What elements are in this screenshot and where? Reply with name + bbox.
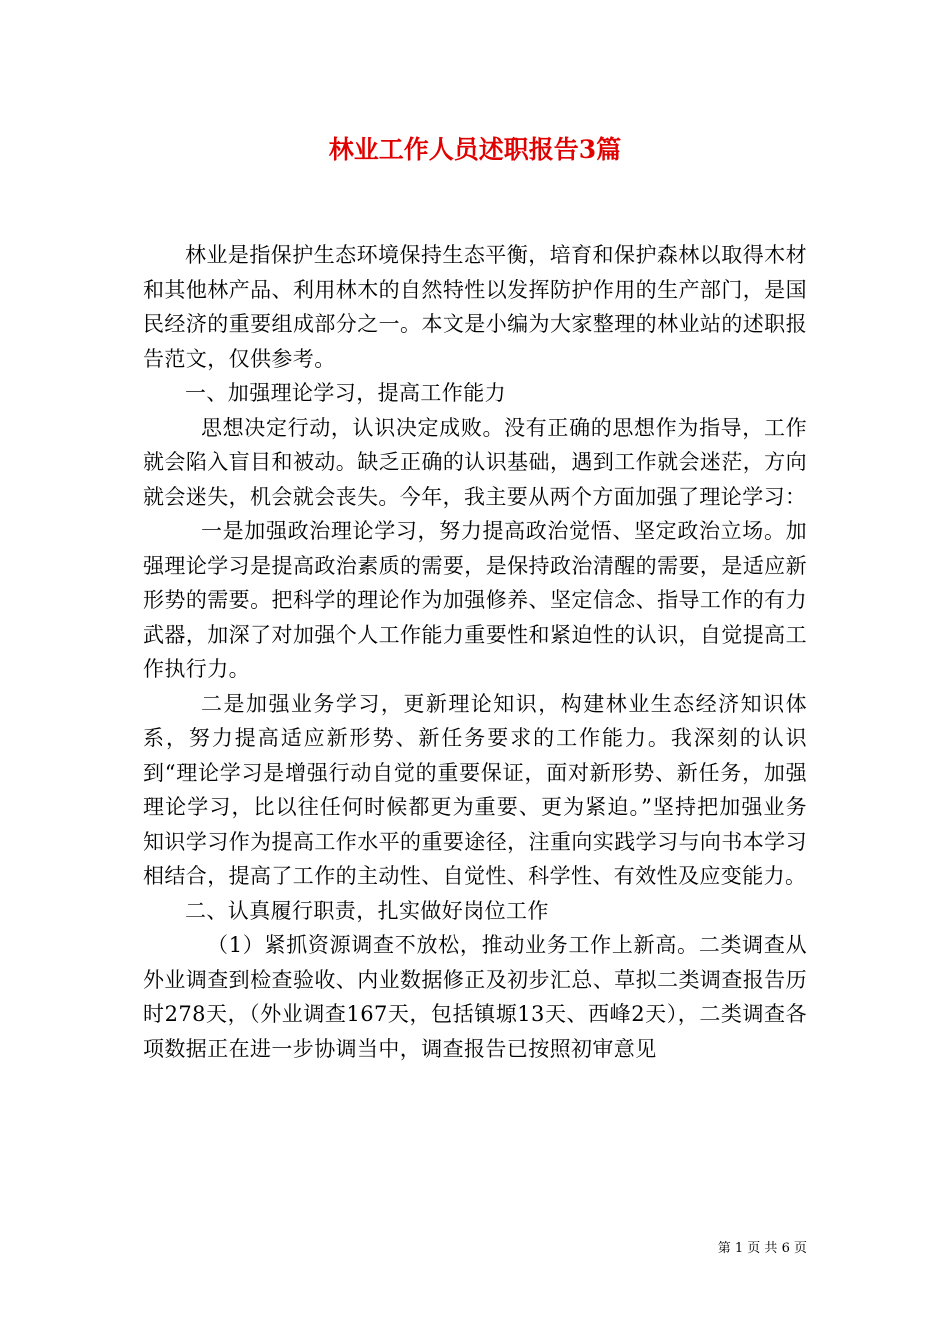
footer-middle: 页 共 xyxy=(747,1241,778,1256)
body-paragraph: 思想决定行动，认识决定成败。没有正确的思想作为指导，工作就会陷入盲目和被动。缺乏正确的认识基础，遇到工作就会迷茫，方向就会迷失，机会就会丧失。今年，我主要从两个方面加强了理论学习： xyxy=(143,415,807,509)
section-heading-1: 一、加强理论学习，提高工作能力 xyxy=(185,381,506,405)
page-number-footer xyxy=(670,1240,807,1258)
document-body xyxy=(143,238,807,1066)
section-heading-2: 二、认真履行职责，扎实做好岗位工作 xyxy=(185,898,549,923)
body-paragraph: 一是加强政治理论学习，努力提高政治觉悟、坚定政治立场。加强理论学习是提高政治素质的需要，是保持政治清醒的需要，是适应新形势的需要。把科学的理论作为加强修养、坚定信念、指导工作的有力武器，加深了对加强个人工作能力重要性和紧迫性的认识，自觉提高工作执行力。 xyxy=(143,519,807,681)
current-page-number: 1 xyxy=(734,1241,744,1256)
total-pages-number: 6 xyxy=(781,1241,790,1256)
body-paragraph: （1）紧抓资源调查不放松，推动业务工作上新高。二类调查从外业调查到检查验收、内业数据修正及初步汇总、草拟二类调查报告历时278天，（外业调查167天，包括镇塬13天、西峰2天），二类调查各项数据正在进一步协调当中，调查报告已按照初审意见 xyxy=(143,933,807,1061)
document-title: 林业工作人员述职报告3篇 xyxy=(328,135,622,164)
footer-suffix: 页 xyxy=(793,1241,807,1256)
footer-prefix: 第 xyxy=(717,1241,731,1256)
intro-paragraph: 林业是指保护生态环境保持生态平衡，培育和保护森林以取得木材和其他林产品、利用林木的自然特性以发挥防护作用的生产部门，是国民经济的重要组成部分之一。本文是小编为大家整理的林业站的述职报告范文，仅供参考。 xyxy=(143,243,807,371)
body-paragraph: 二是加强业务学习，更新理论知识，构建林业生态经济知识体系，努力提高适应新形势、新任务要求的工作能力。我深刻的认识到“理论学习是增强行动自觉的重要保证，面对新形势、新任务，加强理论学习，比以往任何时候都更为重要、更为紧迫。”坚持把加强业务知识学习作为提高工作水平的重要途径，注重向实践学习与向书本学习相结合，提高了工作的主动性、自觉性、科学性、有效性及应变能力。 xyxy=(143,691,807,888)
